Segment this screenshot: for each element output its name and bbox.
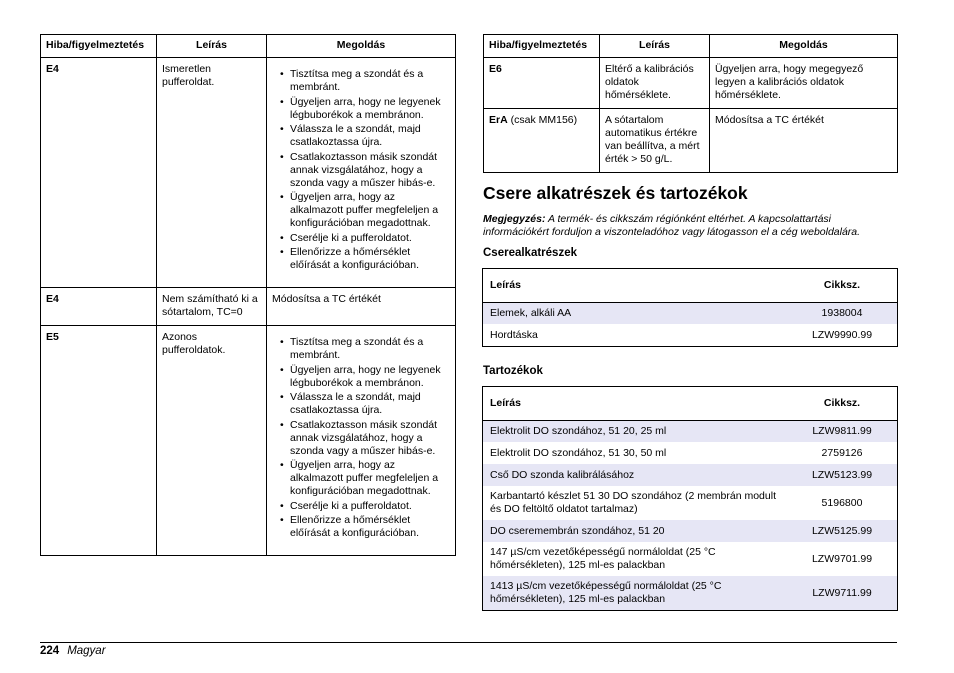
error-description: Azonos pufferoldatok.	[157, 326, 267, 556]
error-solution	[267, 58, 456, 288]
part-number: LZW5123.99	[787, 464, 897, 486]
error-description: Ismeretlen pufferoldat.	[157, 58, 267, 288]
solution-item: • Cserélje ki a pufferoldatot.	[280, 500, 450, 513]
error-description: Eltérő a kalibrációs oldatok hőmérséklete.	[600, 58, 710, 109]
table-row	[483, 464, 897, 486]
part-description: Karbantartó készlet 51 30 DO szondához (2 membrán modult és DO feltöltő oldatot tartalmaz)	[490, 490, 776, 515]
table-row	[483, 442, 897, 464]
solution-item: • Tisztítsa meg a szondát és a membránt.	[280, 336, 450, 362]
column-header-item-number: Cikksz.	[787, 269, 897, 302]
section-title: Csere alkatrészek és tartozékok	[483, 183, 748, 203]
spare-parts-table	[483, 269, 897, 346]
table-header-row	[484, 35, 898, 58]
solution-item: • Csatlakoztasson másik szondát annak vizsgálatához, hogy a szonda vagy a műszer hibás-e.	[280, 419, 450, 458]
column-header-error: Hiba/figyelmeztetés	[41, 35, 157, 58]
table-row	[483, 302, 897, 324]
table-header-row	[483, 387, 897, 420]
error-description: Nem számítható ki a sótartalom, TC=0	[157, 288, 267, 326]
part-number: LZW9811.99	[787, 420, 897, 442]
solution-item: • Tisztítsa meg a szondát és a membránt.	[280, 68, 450, 94]
column-header-description: Leírás	[600, 35, 710, 58]
table-row	[483, 324, 897, 346]
column-header-error: Hiba/figyelmeztetés	[484, 35, 600, 58]
note-label: Megjegyzés:	[483, 213, 546, 225]
column-header-description: Leírás	[483, 269, 787, 302]
solution-item: • Ügyeljen arra, hogy ne legyenek légbuborékok a membránon.	[280, 364, 450, 390]
solution-item: • Válassza le a szondát, majd csatlakoztassa újra.	[280, 391, 450, 417]
part-description: 147 µS/cm vezetőképességű normáloldat (25 °C hőmérsékleten), 125 ml-es palackban	[490, 546, 716, 571]
error-code: E4	[41, 288, 157, 326]
troubleshooting-table-left	[40, 34, 456, 556]
part-number: LZW9990.99	[811, 328, 873, 341]
solution-item: • Csatlakoztasson másik szondát annak vizsgálatához, hogy a szonda vagy a műszer hibás-e.	[280, 151, 450, 190]
error-code-suffix: (csak MM156)	[507, 114, 578, 126]
part-number: LZW5125.99	[787, 520, 897, 542]
page-footer	[40, 644, 106, 658]
part-description: Cső DO szonda kalibrálásához	[483, 464, 787, 486]
error-code: E5	[41, 326, 157, 556]
solution-item: • Ellenőrizze a hőmérséklet előírását a konfigurációban.	[280, 514, 450, 540]
table-header-row	[41, 35, 456, 58]
error-description: A sótartalom automatikus értékre van beállítva, a mért érték > 50 g/L.	[600, 109, 710, 173]
table-row	[483, 520, 897, 542]
accessories-table	[483, 387, 897, 610]
page-number: 224	[40, 645, 60, 657]
column-header-solution: Megoldás	[267, 35, 456, 58]
part-number: 5196800	[821, 496, 863, 509]
solution-item: • Ügyeljen arra, hogy az alkalmazott puffer megfeleljen a konfigurációban megadottnak.	[280, 459, 450, 498]
table-row	[483, 576, 897, 610]
note-text: A termék- és cikkszám régiónként eltérhet. A kapcsolattartási információkért forduljon a viszonteladóhoz vagy látogasson el a cég weboldalára.	[483, 213, 861, 238]
error-code-label: ErA	[489, 114, 508, 126]
table-row	[483, 486, 897, 520]
troubleshooting-table-right	[483, 34, 898, 173]
table-row	[484, 58, 898, 109]
table-row	[483, 542, 897, 576]
error-code	[484, 109, 600, 173]
column-header-solution: Megoldás	[710, 35, 898, 58]
solution-item: • Ügyeljen arra, hogy az alkalmazott puffer megfeleljen a konfigurációban megadottnak.	[280, 191, 450, 230]
part-description: DO cseremembrán szondához, 51 20	[483, 520, 787, 542]
error-code: E4	[41, 58, 157, 288]
accessories-heading: Tartozékok	[483, 365, 543, 377]
footer-language: Magyar	[67, 645, 106, 657]
part-description: Hordtáska	[490, 328, 538, 341]
table-row	[41, 288, 456, 326]
solution-item: • Cserélje ki a pufferoldatot.	[280, 232, 450, 245]
part-number: 2759126	[821, 446, 863, 459]
table-row	[41, 58, 456, 288]
part-number: LZW9701.99	[811, 552, 873, 565]
table-row	[483, 420, 897, 442]
column-header-description: Leírás	[157, 35, 267, 58]
solution-item: • Ügyeljen arra, hogy ne legyenek légbuborékok a membránon.	[280, 96, 450, 122]
solution-item: • Ellenőrizze a hőmérséklet előírását a konfigurációban.	[280, 246, 450, 272]
table-row	[484, 109, 898, 173]
error-solution: Ügyeljen arra, hogy megegyező legyen a kalibrációs oldatok hőmérséklete.	[710, 58, 898, 109]
part-number: LZW9711.99	[787, 576, 897, 610]
part-number: 1938004	[787, 302, 897, 324]
error-solution: Módosítsa a TC értékét	[710, 109, 898, 173]
table-header-row	[483, 269, 897, 302]
part-description: 1413 µS/cm vezetőképességű normáloldat (25 °C hőmérsékleten), 125 ml-es palackban	[483, 576, 787, 610]
part-description: Elemek, alkáli AA	[483, 302, 787, 324]
spare-parts-heading: Cserealkatrészek	[483, 247, 577, 259]
solution-list	[272, 63, 450, 272]
table-row	[41, 326, 456, 556]
error-solution	[267, 326, 456, 556]
footer-divider	[40, 642, 897, 643]
part-description: Elektrolit DO szondához, 51 30, 50 ml	[490, 446, 667, 459]
column-header-item-number: Cikksz.	[787, 387, 897, 420]
column-header-description: Leírás	[483, 387, 787, 420]
solution-list	[272, 331, 450, 540]
error-code-label: E6	[489, 63, 502, 75]
section-note	[483, 213, 897, 239]
error-solution: Módosítsa a TC értékét	[267, 288, 456, 326]
error-code	[484, 58, 600, 109]
part-description: Elektrolit DO szondához, 51 20, 25 ml	[483, 420, 787, 442]
solution-item: • Válassza le a szondát, majd csatlakoztassa újra.	[280, 123, 450, 149]
